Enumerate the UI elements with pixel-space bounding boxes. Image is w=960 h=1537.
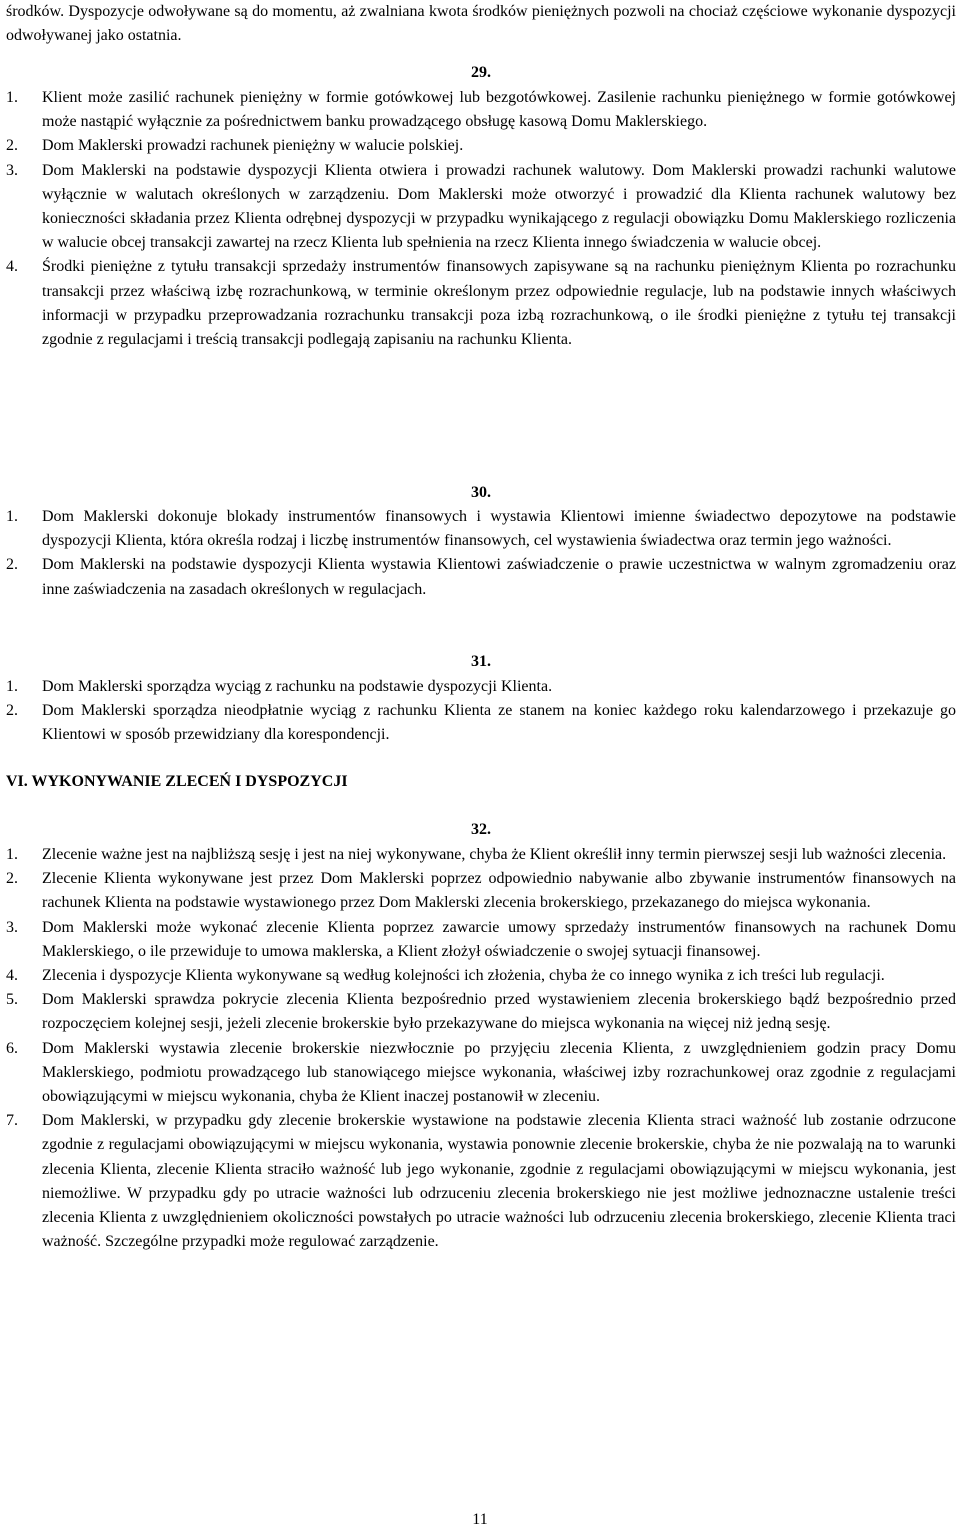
list-item <box>6 86 956 134</box>
item-number: 2. <box>6 556 18 574</box>
item-number: 1. <box>6 508 18 525</box>
list-item <box>6 134 956 158</box>
article-29-list <box>6 86 956 352</box>
item-text: Klient może zasilić rachunek pieniężny w formie gotówkowej lub bezgotówkowej. Zasilenie rachunku pieniężnego w formie gotówkowej może nastąpić wyłącznie za pośrednictwem banku prowadzącego obsługę kasową Domu Maklerskiego. <box>42 89 956 131</box>
item-text: Zlecenie ważne jest na najbliższą sesję i jest na niej wykonywane, chyba że Klient określił inny termin pierwszej sesji lub ważności zlecenia. <box>42 846 947 863</box>
item-text: Dom Maklerski sprawdza pokrycie zlecenia Klienta bezpośrednio przed wystawieniem zlecenia brokerskiego bądź bezpośrednio przed rozpoczęciem kolejnej sesji, jeżeli zlecenie brokerskie było przekazywane do miejsca wykonania na więcej niż jedną sesję. <box>42 991 956 1033</box>
item-number: 4. <box>6 967 18 985</box>
item-text: Dom Maklerski na podstawie dyspozycji Klienta wystawia Klientowi zaświadczenie o prawie uczestnictwa w walnym zgromadzeniu oraz inne zaświadczenia na zasadach określonych w regulacjach. <box>42 556 956 598</box>
item-text: Dom Maklerski prowadzi rachunek pieniężny w walucie polskiej. <box>42 137 464 155</box>
list-item <box>6 159 956 256</box>
list-item <box>6 675 956 699</box>
list-item <box>6 505 956 553</box>
list-item <box>6 988 956 1036</box>
item-text: Dom Maklerski sporządza nieodpłatnie wyciąg z rachunku Klienta ze stanem na koniec każdego roku kalendarzowego i przekazuje go Klientowi w sposób przewidziany dla korespondencji. <box>42 702 956 744</box>
list-item <box>6 1037 956 1110</box>
item-number: 3. <box>6 918 18 936</box>
item-text: Zlecenia i dyspozycje Klienta wykonywane są według kolejności ich złożenia, chyba że co innego wynika z ich treści lub regulacji. <box>42 967 885 985</box>
item-number: 1. <box>6 89 18 106</box>
article-30-heading: 30. <box>471 484 491 501</box>
item-text: Dom Maklerski, w przypadku gdy zlecenie brokerskie wystawione na podstawie zlecenia Klienta straci ważność lub zostanie odrzucone zgodnie z regulacjami obowiązującymi w miejscu wykonania, wystawia ponownie zlecenie brokerskie, chyba że nie pozwalają na to warunki zlecenia Klienta, zlecenie Klienta straciło ważność lub jego wykonanie, zgodnie z regulacjami obowiązującymi w miejscu wykonania, jest niemożliwe. W przypadku gdy po utracie ważności lub odrzuceniu zlecenia brokerskiego nie jest możliwe jednoznaczne ustalenie treści zlecenia Klienta z uwzględnieniem okoliczności powstałych po utracie ważności lub odrzuceniu zlecenia brokerskiego, zlecenie Klienta traci ważność. Szczególne przypadki może regulować zarządzenie. <box>42 1112 956 1251</box>
article-29-heading: 29. <box>471 64 491 81</box>
page-number: 11 <box>472 1511 488 1528</box>
list-item <box>6 255 956 352</box>
article-31-heading: 31. <box>471 653 491 670</box>
article-30-list <box>6 505 956 602</box>
list-item <box>6 843 956 867</box>
article-31-list <box>6 675 956 748</box>
item-number: 2. <box>6 870 18 888</box>
item-text: Dom Maklerski na podstawie dyspozycji Klienta otwiera i prowadzi rachunek walutowy. Dom Maklerski prowadzi rachunki walutowe wyłącznie w walutach określonych w zarządzeniu. Dom Maklerski może otworzyć i prowadzić dla Klienta rachunek walutowy bez konieczności składania przez Klienta odrębnej dyspozycji w przypadku wynikającego z regulacji obowiązku Domu Maklerskiego rozliczenia w walucie obcej transakcji zawartej na rzecz Klienta lub spełnienia na rzecz Klienta innego świadczenia w walucie obcej. <box>42 161 956 252</box>
item-number: 3. <box>6 161 18 179</box>
intro-paragraph: środków. Dyspozycje odwoływane są do momentu, aż zwalniana kwota środków pieniężnych pozwoli na chociaż częściowe wykonanie dyspozycji odwoływanej jako ostatnia. <box>6 3 956 45</box>
list-item <box>6 867 956 915</box>
item-text: Zlecenie Klienta wykonywane jest przez Dom Maklerski poprzez odpowiednio nabywanie albo zbywanie instrumentów finansowych na rachunek Klienta na podstawie wystawionego przez Dom Maklerski zlecenia brokerskiego, przekazanego do miejsca wykonania. <box>42 870 956 912</box>
list-item <box>6 553 956 601</box>
item-text: Dom Maklerski sporządza wyciąg z rachunku na podstawie dyspozycji Klienta. <box>42 678 553 695</box>
list-item <box>6 699 956 747</box>
article-32-heading: 32. <box>471 821 491 838</box>
item-number: 1. <box>6 846 18 863</box>
item-number: 2. <box>6 137 18 155</box>
item-number: 2. <box>6 702 18 720</box>
item-text: Dom Maklerski wystawia zlecenie brokerskie niezwłocznie po przyjęciu zlecenia Klienta, z uwzględnieniem godzin pracy Domu Maklerskiego, podmiotu prowadzącego lub stanowiącego miejsce wykonania, właściwej izby rozrachunkowej oraz zgodnie z regulacjami obowiązującymi w miejscu wykonania, chyba że Klient inaczej postanowił w zleceniu. <box>42 1039 956 1106</box>
list-item <box>6 964 956 988</box>
article-32-list <box>6 843 956 1254</box>
item-text: Dom Maklerski może wykonać zlecenie Klienta poprzez zawarcie umowy sprzedaży instrumentów finansowych na rachunek Domu Maklerskiego, o ile przewiduje to umowa maklerska, a Klient złożył oświadczenie o swojej sytuacji finansowej. <box>42 918 956 960</box>
item-number: 7. <box>6 1112 18 1130</box>
list-item <box>6 1109 956 1254</box>
list-item <box>6 916 956 964</box>
item-number: 1. <box>6 678 18 695</box>
item-text: Dom Maklerski dokonuje blokady instrumentów finansowych i wystawia Klientowi imienne świadectwo depozytowe na podstawie dyspozycji Klienta, która określa rodzaj i liczbę instrumentów finansowych, cel wystawienia świadectwa oraz termin jego ważności. <box>42 508 956 550</box>
item-number: 6. <box>6 1039 18 1057</box>
item-text: Środki pieniężne z tytułu transakcji sprzedaży instrumentów finansowych zapisywane są na rachunku pieniężnym Klienta po rozrachunku transakcji przez właściwą izbę rozrachunkową, w terminie określonym przez odpowiednie regulacje, lub na podstawie innych właściwych informacji w przypadku przeprowadzania rozrachunku transakcji poza izbą rozrachunkową, o ile środki pieniężne z tytułu tej transakcji zgodnie z regulacjami i treścią transakcji podlegają zapisaniu na rachunku Klienta. <box>42 258 956 349</box>
item-number: 5. <box>6 991 18 1009</box>
item-number: 4. <box>6 258 18 276</box>
section-title: VI. WYKONYWANIE ZLECEŃ I DYSPOZYCJI <box>6 773 348 790</box>
